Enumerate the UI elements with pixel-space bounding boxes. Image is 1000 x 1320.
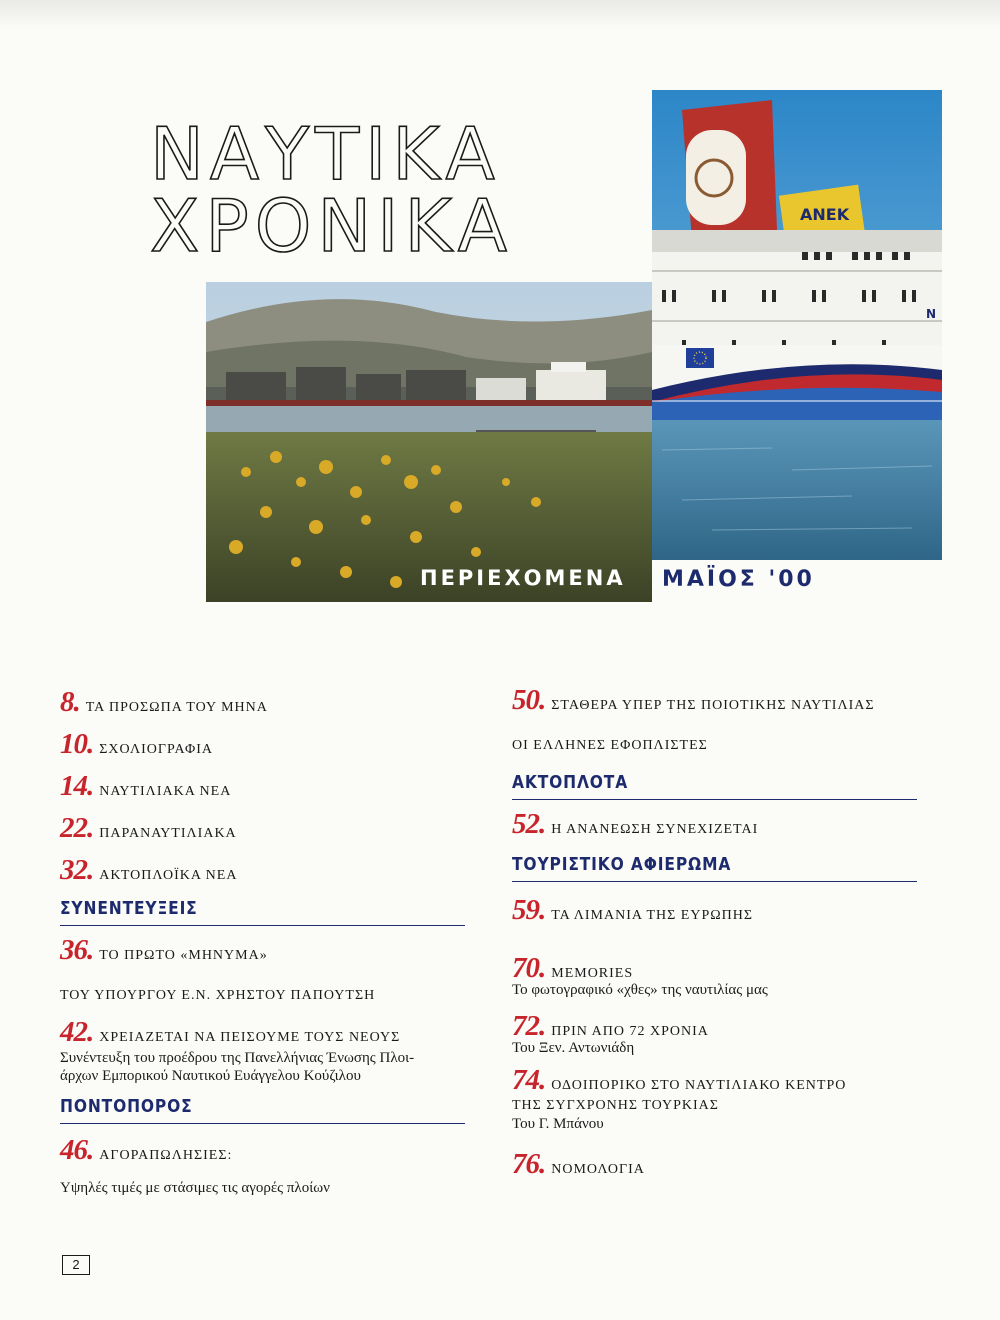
toc-entry[interactable]: [512, 684, 875, 717]
page-ref: 74.: [512, 1064, 546, 1096]
toc-entry[interactable]: [60, 728, 213, 761]
toc-entry[interactable]: [60, 812, 237, 845]
page-ref: 70.: [512, 952, 546, 984]
entry-title: ΠΑΡΑΝΑΥΤΙΛΙΑΚΑ: [99, 826, 237, 841]
masthead-line-2: ΧΡΟΝΙΚΑ: [150, 184, 513, 268]
entry-title: ΤΟ ΠΡΩΤΟ «ΜΗΝΥΜΑ»: [99, 948, 268, 963]
page-ref: 59.: [512, 894, 546, 926]
issue-date: ΜΑΪΟΣ '00: [652, 560, 842, 600]
page-number: 2: [62, 1255, 90, 1275]
scan-edge: [0, 0, 1000, 28]
entry-title: ΑΚΤΟΠΛΟΪΚΑ ΝΕΑ: [99, 868, 238, 883]
contents-label: ΠΕΡΙΕΧΟΜΕΝΑ: [420, 566, 626, 590]
masthead: [150, 112, 560, 268]
entry-subtitle: Το φωτογραφικό «χθες» της ναυτιλίας μας: [512, 982, 768, 998]
page-ref: 42.: [60, 1016, 94, 1048]
toc-entry[interactable]: [512, 808, 758, 841]
entry-title: ΟΔΟΙΠΟΡΙΚΟ ΣΤΟ ΝΑΥΤΙΛΙΑΚΟ ΚΕΝΤΡΟ: [551, 1078, 847, 1093]
section-heading-ocean-shipping: [60, 1096, 465, 1124]
entry-title: ΑΓΟΡΑΠΩΛΗΣΙΕΣ:: [99, 1148, 233, 1163]
toc-entry[interactable]: [512, 1148, 645, 1181]
section-heading-coastal: [512, 772, 917, 800]
page-ref: 32.: [60, 854, 94, 886]
masthead-line-1: ΝΑΥΤΙΚΑ: [150, 112, 501, 196]
toc-entry[interactable]: [60, 770, 231, 803]
page-ref: 22.: [60, 812, 94, 844]
toc-entry[interactable]: [60, 1016, 400, 1049]
section-label: ΣΥΝΕΝΤΕΥΞΕΙΣ: [60, 898, 198, 919]
page-ref: 10.: [60, 728, 94, 760]
section-label: ΤΟΥΡΙΣΤΙΚΟ ΑΦΙΕΡΩΜΑ: [512, 854, 732, 875]
toc-entry[interactable]: [512, 894, 753, 927]
entry-subtitle: Υψηλές τιμές με στάσιμες τις αγορές πλοίων: [60, 1180, 330, 1196]
page-ref: 52.: [512, 808, 546, 840]
entry-subtitle: Συνέντευξη του προέδρου της Πανελλήνιας Ένωσης Πλοι-: [60, 1050, 415, 1066]
entry-title: ΣΤΑΘΕΡΑ ΥΠΕΡ ΤΗΣ ΠΟΙΟΤΙΚΗΣ ΝΑΥΤΙΛΙΑΣ: [551, 698, 875, 713]
page-ref: 46.: [60, 1134, 94, 1166]
page-ref: 76.: [512, 1148, 546, 1180]
entry-subtitle: άρχων Εμπορικού Ναυτικού Ευάγγελου Κούζιλου: [60, 1068, 361, 1084]
page-ref: 36.: [60, 934, 94, 966]
entry-title: ΧΡΕΙΑΖΕΤΑΙ ΝΑ ΠΕΙΣΟΥΜΕ ΤΟΥΣ ΝΕΟΥΣ: [99, 1030, 401, 1045]
entry-title: MEMORIES: [551, 966, 634, 981]
entry-title: ΤΑ ΛΙΜΑΝΙΑ ΤΗΣ ΕΥΡΩΠΗΣ: [551, 908, 754, 923]
entry-subtitle: ΟΙ ΕΛΛΗΝΕΣ ΕΦΟΠΛΙΣΤΕΣ: [512, 738, 708, 753]
toc-entry[interactable]: [60, 1134, 232, 1167]
harbor-illustration: [206, 282, 652, 602]
ferry-photo: [652, 90, 942, 560]
page-ref: 8.: [60, 686, 80, 718]
entry-title: ΝΑΥΤΙΛΙΑΚΑ ΝΕΑ: [99, 784, 232, 799]
section-heading-interviews: [60, 898, 465, 926]
section-heading-tourism: [512, 854, 917, 882]
entry-title: ΝΟΜΟΛΟΓΙΑ: [551, 1162, 645, 1177]
toc-entry[interactable]: [60, 854, 237, 887]
toc-entry[interactable]: [60, 686, 268, 719]
entry-title: ΣΧΟΛΙΟΓΡΑΦΙΑ: [99, 742, 214, 757]
entry-subtitle: ΤΟΥ ΥΠΟΥΡΓΟΥ Ε.Ν. ΧΡΗΣΤΟΥ ΠΑΠΟΥΤΣΗ: [60, 988, 376, 1003]
page-ref: 50.: [512, 684, 546, 716]
entry-subtitle: Του Ξεν. Αντωνιάδη: [512, 1040, 635, 1056]
hull-letter: Ν: [926, 307, 937, 321]
toc-entry[interactable]: [60, 934, 268, 967]
ferry-illustration: [652, 90, 942, 560]
harbor-photo: [206, 282, 652, 602]
toc-entry[interactable]: [512, 1064, 846, 1097]
entry-title: Η ΑΝΑΝΕΩΣΗ ΣΥΝΕΧΙΖΕΤΑΙ: [551, 822, 759, 837]
entry-subtitle: Του Γ. Μπάνου: [512, 1116, 604, 1132]
entry-title: ΤΑ ΠΡΟΣΩΠΑ ΤΟΥ ΜΗΝΑ: [85, 700, 268, 715]
page-ref: 72.: [512, 1010, 546, 1042]
toc-entry[interactable]: [512, 952, 633, 985]
section-label: ΠΟΝΤΟΠΟΡΟΣ: [60, 1096, 193, 1117]
entry-subtitle: ΤΗΣ ΣΥΓΧΡΟΝΗΣ ΤΟΥΡΚΙΑΣ: [512, 1098, 719, 1113]
section-label: ΑΚΤΟΠΛΟΤΑ: [512, 772, 629, 793]
page-ref: 14.: [60, 770, 94, 802]
funnel-label: ΑΝΕΚ: [800, 205, 850, 224]
entry-title: ΠΡΙΝ ΑΠΟ 72 ΧΡΟΝΙΑ: [551, 1024, 709, 1039]
toc-entry[interactable]: [512, 1010, 709, 1043]
